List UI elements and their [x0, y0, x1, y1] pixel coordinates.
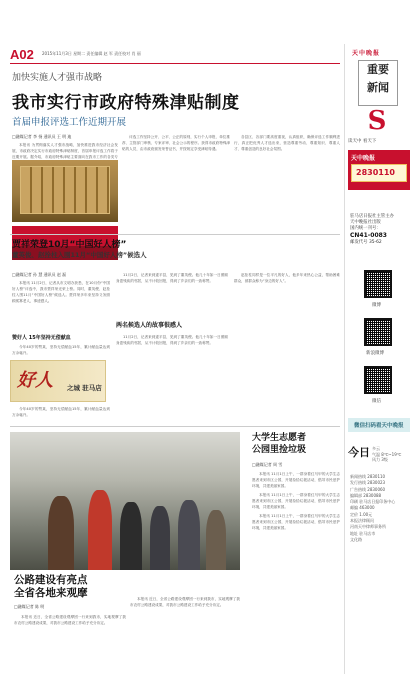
- sidebar-contacts: [350, 474, 410, 543]
- sidebar-publication-info: [350, 214, 410, 246]
- sidebar-banner-text: 微信扫码看天中晚报: [354, 423, 404, 429]
- haoren-right-body: 赵拴柱同样是一位平凡的好人，他多年来热心公益，帮助困难群众，被群众称为“身边的好人”。: [234, 273, 340, 283]
- qr-label-2: 新浪微博: [366, 351, 384, 356]
- haoren-logo-small: 之城 驻马店: [67, 384, 102, 392]
- student-col: [252, 462, 340, 672]
- info-line-2: 国内统一刊号：: [350, 226, 381, 231]
- road-col-1: [14, 614, 126, 674]
- qr-code-icon[interactable]: [364, 270, 392, 298]
- haoren-city-logo: [10, 360, 106, 402]
- student-body-2: 本报讯 11月1日上午，一群身着红马甲的大学生志愿者来到市区公园，开展捡拾垃圾活动，倡导市民爱护环境，共建美丽家园。: [252, 493, 340, 509]
- qr-label-3: 微信: [372, 399, 381, 404]
- haoren-col-1b: [12, 406, 110, 426]
- section-divider-2: [10, 426, 340, 427]
- lead-body-1: 本报讯 为贯彻落实人才强市战略，加快推进我市经济社会发展，市政府决定实行市政府特殊津贴制度，首届申报评选工作将于近期开展。据介绍，市政府特殊津贴主要面向在我市工作的各类专: [12, 143, 118, 159]
- page-info: 2015年11月3日 星期二 责任编辑 赵 军 责任校对 肖 丽: [42, 51, 141, 56]
- haoren-header: [12, 240, 342, 270]
- contact-10: 文化路: [350, 536, 362, 542]
- student-body-3: 本报讯 11月1日上午，一群身着红马甲的大学生志愿者来到市区公园，开展捡拾垃圾活动，倡导市民爱护环境，共建美丽家园。: [252, 514, 340, 530]
- road-headline: [14, 574, 88, 600]
- sidebar-divider: [344, 44, 345, 674]
- lead-photo: [12, 160, 118, 222]
- lead-col-2: [122, 134, 230, 226]
- sidebar-title-box: [358, 60, 398, 106]
- haoren-extra-title: 赞好人 15年坚持无偿献血: [12, 335, 71, 341]
- haoren-logo-big: 好人: [17, 370, 53, 391]
- haoren-mid-body-2: 11月2日，记者来到遂平县，见到了董英俊。他几十年如一日照顾身患残疾的邻居，从不计较回报，得到了乡亲们的一致称赞。: [116, 335, 228, 345]
- sidebar-brand: 天中晚报: [352, 50, 381, 57]
- haoren-body: 本报讯 11月2日，记者从市文明办获悉，在10月份“中国好人榜”评选中，我市贾祥荣光荣上榜。同时，董英俊、赵拴柱入围11月“中国好人榜”候选人。贾祥荣多年来坚持义务照顾孤寡老人，事迹感人。: [12, 281, 110, 303]
- haoren-mid-section: [116, 320, 228, 332]
- haoren-byline: □融媒记者 孙 慧 通讯员 赵 磊: [12, 272, 67, 277]
- header-rule: [10, 63, 340, 64]
- weather-info: [372, 446, 420, 463]
- haoren-headline: 贾祥荣登10月“中国好人榜”: [12, 240, 127, 250]
- sidebar-ad: [348, 150, 410, 190]
- haoren-col-3: [234, 272, 340, 392]
- lead-col-3: [234, 134, 340, 226]
- qr-code-icon-2[interactable]: [364, 318, 392, 346]
- haoren-col-2b: [116, 334, 228, 390]
- weather-date: 今日: [348, 446, 370, 459]
- road-body-2: 本报讯 近日，全省公路建设观摩团一行来到我市，实地观摩了我市农村公路建设成果，对我市公路建设工作给予充分肯定。: [130, 597, 240, 607]
- lead-col-1: [12, 134, 118, 158]
- haoren-col-1: [12, 272, 110, 332]
- sidebar-ad-number: 2830110: [356, 168, 395, 177]
- weather-line-2: 风力 3级: [372, 457, 388, 462]
- contact-4: 印刷 驻马店日报印务中心: [350, 499, 396, 505]
- contact-3: 编辑部 2830088: [350, 492, 382, 498]
- student-headline-1: 大学生志愿者: [252, 433, 307, 443]
- road-headline-1: 公路建设有亮点: [14, 574, 88, 586]
- road-col-2: [130, 596, 240, 674]
- sidebar-title-1: 重要: [367, 63, 389, 76]
- info-line-4: 邮发代号 35-62: [350, 240, 382, 245]
- haoren-col-2: [116, 272, 228, 318]
- weather-line-0: 多云: [372, 446, 380, 451]
- road-byline: □融媒记者 陈 明: [14, 604, 45, 609]
- road-photo: [10, 432, 240, 570]
- road-headline-2: 全省各地来观摩: [14, 587, 88, 599]
- student-body: 本报讯 11月1日上午，一群身着红马甲的大学生志愿者来到市区公园，开展捡拾垃圾活动，倡导市民爱护环境，共建美丽家园。: [252, 472, 340, 488]
- haoren-mid-body: 11月2日，记者来到遂平县，见到了董英俊。他几十年如一日照顾身患残疾的邻居，从不计较回报，得到了乡亲们的一致称赞。: [116, 273, 228, 283]
- page-number: A02: [10, 47, 34, 62]
- contact-8: 河南天中律师事务所: [350, 524, 386, 530]
- haoren-body-cont: 今年40岁的赞某，坚持无偿献血15年，累计献血量达到万余毫升。: [12, 407, 110, 417]
- lead-headline: 我市实行市政府特殊津贴制度: [12, 93, 240, 113]
- qr-code-icon-3[interactable]: [364, 366, 392, 394]
- contact-0: 新闻热线 2830110: [350, 474, 386, 479]
- lead-byline: □融媒记者 李 扬 通讯员 王 明 迪: [12, 134, 72, 139]
- haoren-extra-body: 今年40岁的赞某，坚持无偿献血15年，累计献血量达到万余毫升。: [12, 345, 110, 355]
- sidebar-ad-title: 天中晚报: [351, 155, 376, 162]
- haoren-mid-section-title: 两名候选人的故事很感人: [116, 322, 183, 329]
- info-line-0: 驻马店日报社主管主办: [350, 214, 394, 219]
- lead-subhead: 首届申报评选工作近期开展: [12, 117, 127, 128]
- student-headline: [252, 432, 306, 456]
- lead-kicker: 加快实施人才强市战略: [12, 73, 103, 83]
- sidebar-slogan: 读天中 看天下: [348, 139, 377, 144]
- haoren-subhead: 董英俊、赵拴柱入围11月“中国好人榜”候选人: [12, 251, 147, 259]
- sidebar-title-2: 新闻: [367, 81, 389, 94]
- qr-label-1: 微博: [372, 303, 381, 308]
- contact-9: 地址 驻马店市: [350, 530, 376, 536]
- page-header: [10, 48, 340, 62]
- section-divider-1: [10, 234, 340, 235]
- brand-logo-icon: S: [367, 106, 387, 136]
- info-line-3: CN41-0083: [350, 232, 387, 239]
- lead-body-3: 各县区、各部门要高度重视，认真组织，确保评选工作顺利进行，真正把优秀人才选出来，营造尊重劳动、尊重知识、尊重人才、尊重创造的良好社会氛围。: [234, 135, 340, 151]
- contact-1: 发行热线 2830023: [350, 480, 386, 486]
- info-line-1: 天中晚报社出版: [350, 220, 381, 225]
- contact-6: 定价 1.00元: [350, 511, 373, 517]
- contact-2: 广告热线 2830060: [350, 486, 386, 492]
- contact-5: 邮编 463000: [350, 505, 375, 511]
- road-byline-wrap: [14, 604, 72, 614]
- student-byline: □融媒记者 周 雪: [252, 462, 283, 467]
- sidebar-banner: [348, 418, 410, 432]
- contact-7: 本报法律顾问: [350, 518, 374, 524]
- weather-line-1: 气温 8℃~19℃: [372, 451, 402, 457]
- haoren-extra-body-wrap: [12, 344, 110, 358]
- lead-body-2: 评选工作坚持公开、公平、公正的原则，实行个人申报、单位推荐、主管部门审核、专家评审、社会公示的程序。获得市政府特殊津贴的人员，由市政府颁发荣誉证书，并按规定享受津贴待遇。: [122, 135, 230, 151]
- road-body: 本报讯 近日，全省公路建设观摩团一行来到我市，实地观摩了我市农村公路建设成果，对我市公路建设工作给予充分肯定。: [14, 615, 126, 625]
- student-headline-2: 公园里捡垃圾: [252, 445, 307, 455]
